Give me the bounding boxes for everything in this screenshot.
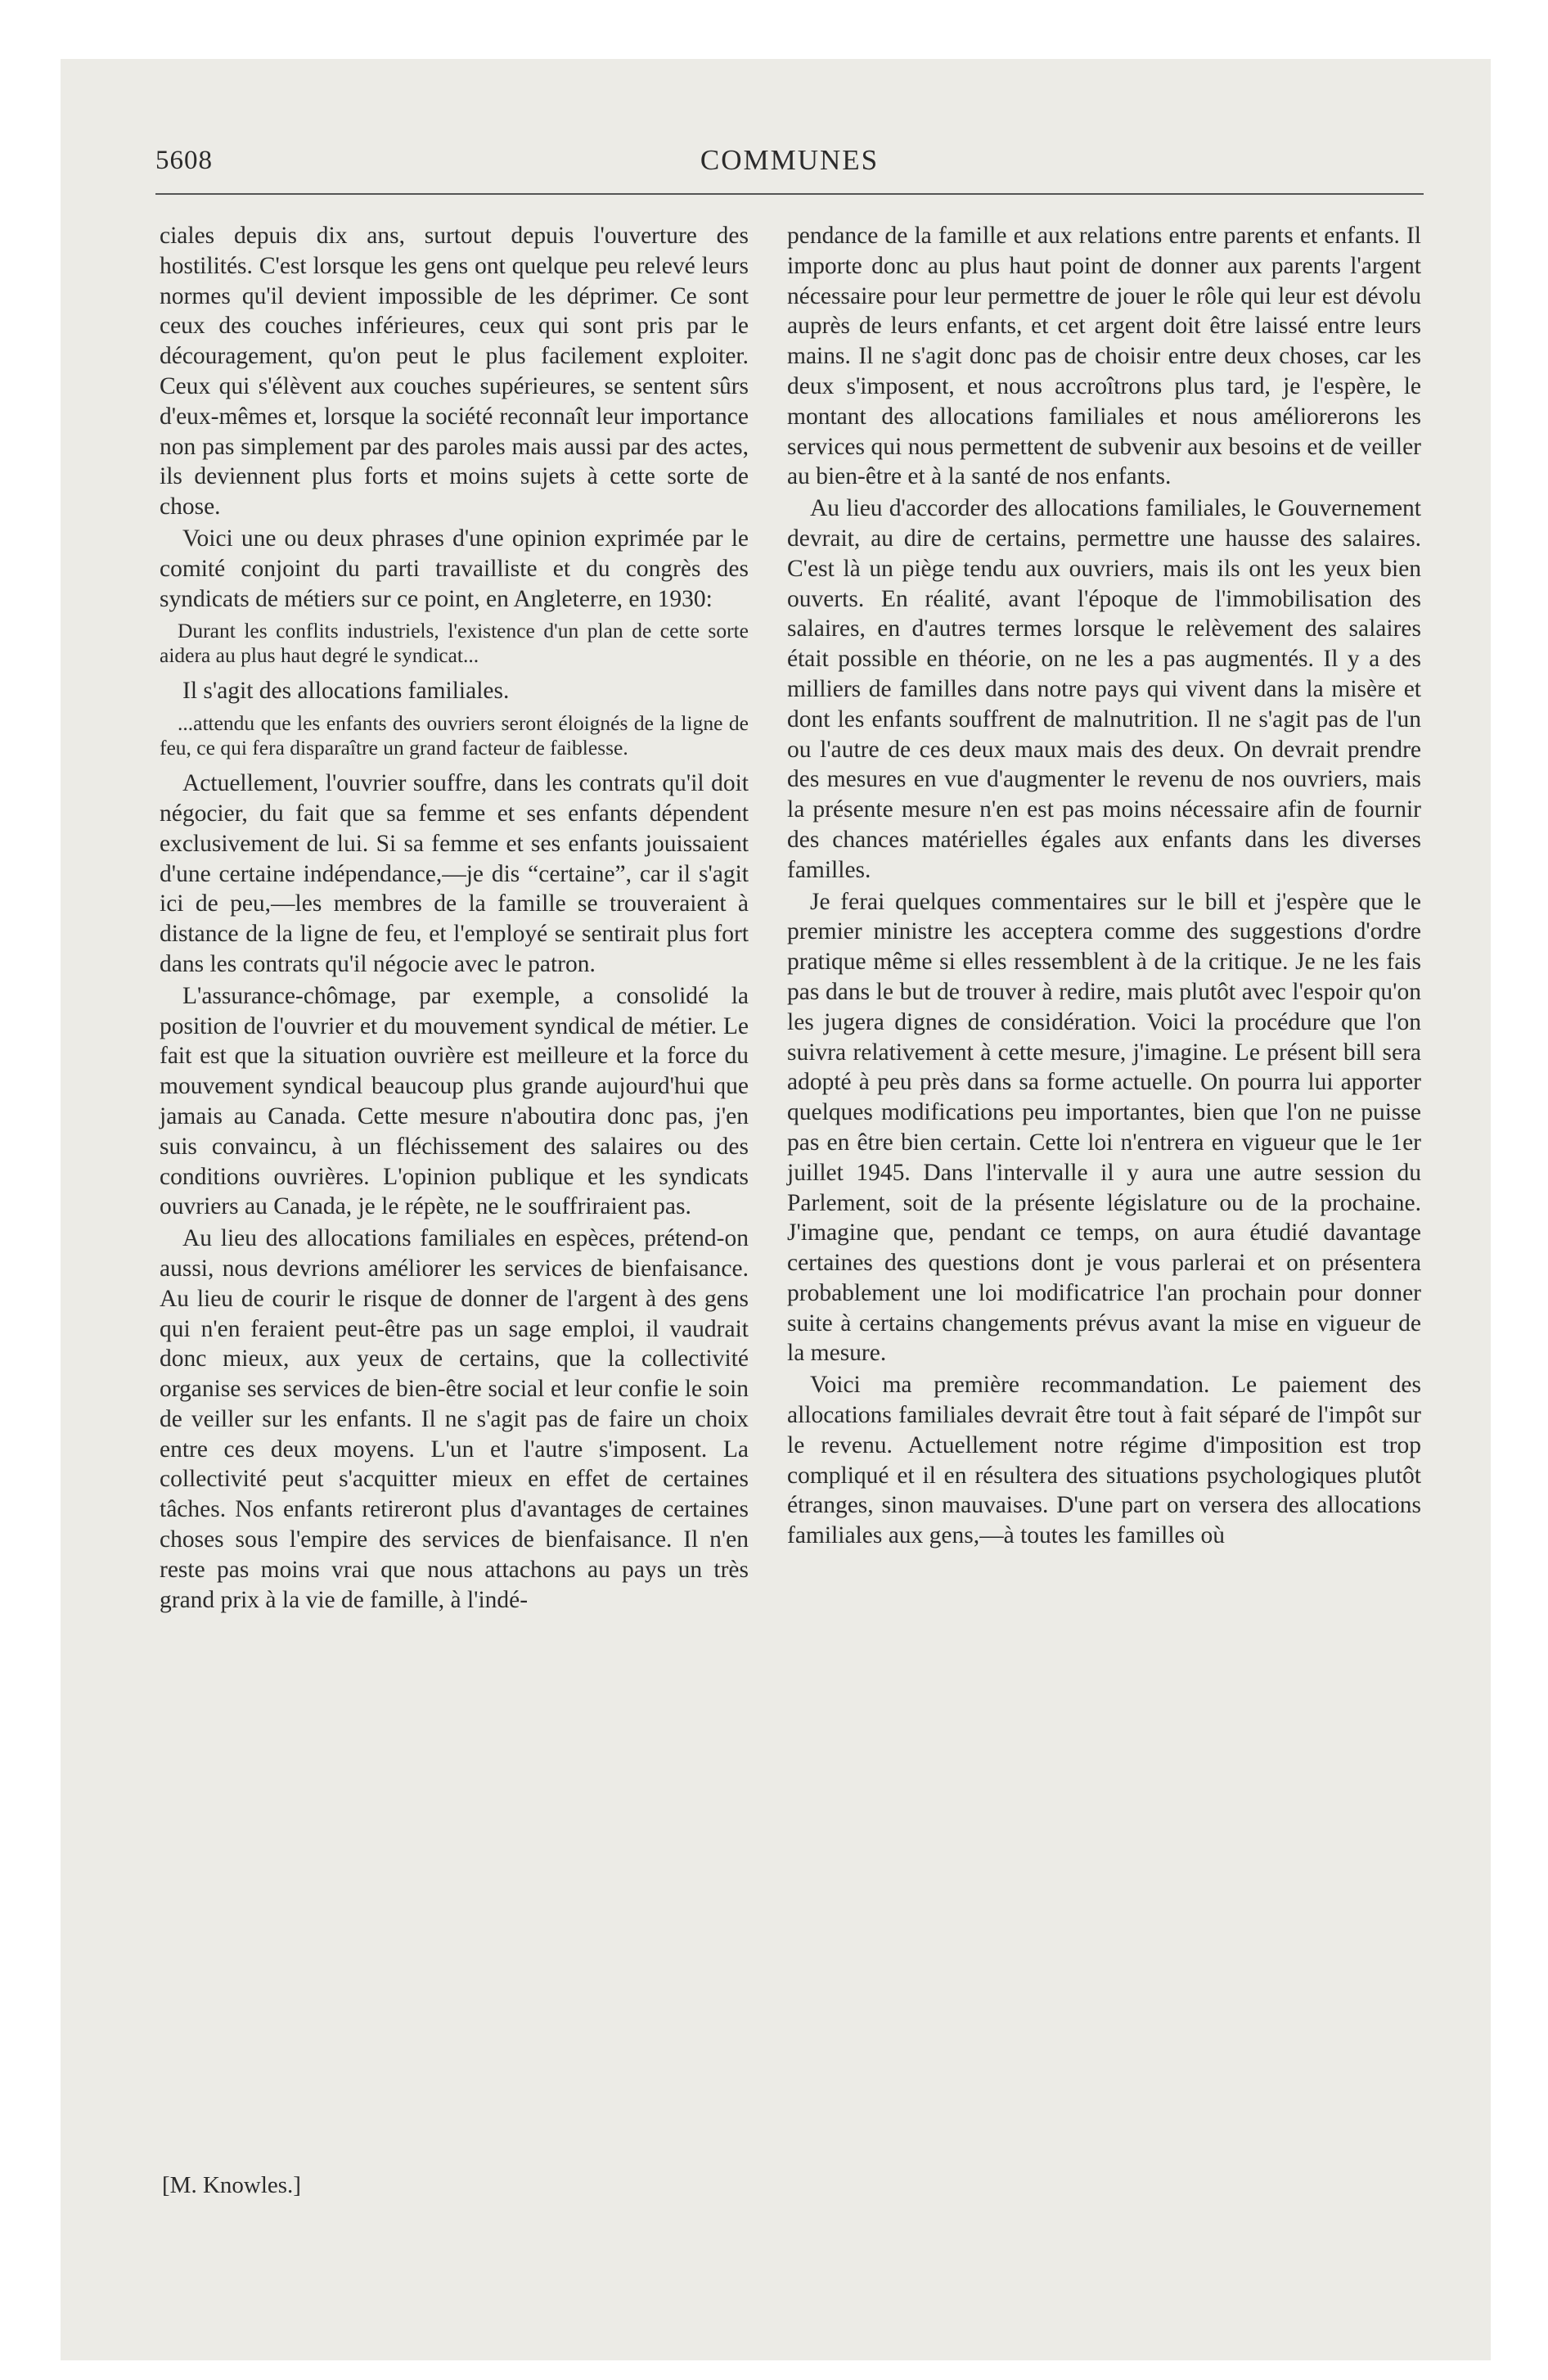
header-rule [155,193,1424,195]
paragraph: ciales depuis dix ans, surtout depuis l'ouverture des hostilités. C'est lorsque les gens ont quelque peu relevé leurs normes qu'il devient impossible de les déprimer. Ce sont ceux des couches inférieures, ceux qui sont pris par le découragement, qu'on peut le plus facilement exploiter. Ceux qui s'élèvent aux couches supérieures, se sentent sûrs d'eux-mêmes et, lorsque la société reconnaît leur importance non pas simplement par des paroles mais aussi par des actes, ils deviennent plus forts et moins sujets à cette sorte de chose. [160,223,749,521]
quotation: Durant les conflits industriels, l'existence d'un plan de cette sorte aidera au plus haut degré le syndicat... [160,619,749,668]
paragraph: pendance de la famille et aux relations entre parents et enfants. Il importe donc au plus haut point de donner aux parents l'argent nécessaire pour leur permettre de jouer le rôle qui leur est dévolu auprès de leurs enfants, et cet argent doit être laissé entre leurs mains. Il ne s'agit donc pas de choisir entre deux choses, car les deux s'imposent, et nous accroîtrons plus tard, je l'espère, le montant des allocations familiales et nous améliorerons les services qui nous permettent de subvenir aux besoins et de veiller au bien-être et à la santé de nos enfants. [787,223,1421,490]
page-number: 5608 [155,146,213,175]
paragraph: Je ferai quelques commentaires sur le bill et j'espère que le premier ministre les acceptera comme des suggestions d'ordre pratique même si elles ressemblent à de la critique. Je ne les fais pas dans le but de trouver à redire, mais plutôt avec l'espoir qu'on les jugera dignes de considération. Voici la procédure que l'on suivra relativement à cette mesure, j'imagine. Le présent bill sera adopté à peu près dans sa forme actuelle. On pourra lui apporter quelques modifications peu importantes, bien que l'on ne puisse pas en être bien certain. Cette loi n'entrera en vigueur que le 1er juillet 1945. Dans l'intervalle il y aura une autre session du Parlement, soit de la présente législature ou de la prochaine. J'imagine que, pendant ce temps, on aura étudié davantage certaines des questions dont je vous parlerai et on présentera probablement une loi modificatrice l'an prochain pour donner suite à certains changements prévus avant la mise en vigueur de la mesure. [787,888,1421,1367]
paragraph: Il s'agit des allocations familiales. [182,678,510,705]
paragraph: Voici ma première recommandation. Le paiement des allocations familiales devrait être tout à fait séparé de l'impôt sur le revenu. Actuellement notre régime d'imposition est trop compliqué et il en résultera des situations psychologiques plutôt étranges, sinon mauvaises. D'une part on versera des allocations familiales aux gens,—à toutes les familles où [787,1372,1421,1549]
paragraph: Voici une ou deux phrases d'une opinion exprimée par le comité conjoint du parti travailliste et du congrès des syndicats de métiers sur ce point, en Angleterre, en 1930: [160,525,749,612]
page-header [155,146,1424,187]
quotation: ...attendu que les enfants des ouvriers seront éloignés de la ligne de feu, ce qui fera disparaître un grand facteur de faiblesse. [160,711,749,760]
left-column [160,221,749,1615]
speaker-attribution: [M. Knowles.] [162,2172,301,2198]
paragraph: Au lieu des allocations familiales en espèces, prétend-on aussi, nous devrions améliorer les services de bienfaisance. Au lieu de courir le risque de donner de l'argent à des gens qui n'en feraient peut-être pas un sage emploi, il vaudrait donc mieux, aux yeux de certains, que la collectivité organise ses services de bien-être social et leur confie le soin de veiller sur les enfants. Il ne s'agit pas de faire un choix entre ces deux moyens. L'un et l'autre s'imposent. La collectivité peut s'acquitter mieux en effet de certaines tâches. Nos enfants retireront plus d'avantages de certaines choses sous l'empire des services de bienfaisance. Il n'en reste pas moins vrai que nous attachons au pays un très grand prix à la vie de famille, à l'indé- [160,1225,749,1613]
paragraph: Au lieu d'accorder des allocations familiales, le Gouvernement devrait, au dire de certains, permettre une hausse des salaires. C'est là un piège tendu aux ouvriers, mais ils ont les yeux bien ouverts. En réalité, avant l'époque de l'immobilisation des salaires, en d'autres termes lorsque le relèvement des salaires était possible en théorie, on ne les a pas augmentés. Il y a des milliers de familles dans notre pays qui vivent dans la misère et dont les enfants souffrent de malnutrition. Il ne s'agit pas de l'un ou l'autre de ces deux maux mais des deux. On devrait prendre des mesures en vue d'augmenter le revenu de nos ouvriers, mais la présente mesure n'en est pas moins nécessaire afin de fournir des chances matérielles égales aux enfants dans les diverses familles. [787,495,1421,883]
paragraph: L'assurance-chômage, par exemple, a consolidé la position de l'ouvrier et du mouvement syndical de métier. Le fait est que la situation ouvrière est meilleure et la force du mouvement syndical beaucoup plus grande aujourd'hui que jamais au Canada. Cette mesure n'aboutira donc pas, j'en suis convaincu, à un fléchissement des salaires ou des conditions ouvrières. L'opinion publique et les syndicats ouvriers au Canada, je le répète, ne le souffriraient pas. [160,982,749,1220]
right-column [787,221,1421,1551]
running-head: COMMUNES [700,144,880,176]
paragraph: Actuellement, l'ouvrier souffre, dans les contrats qu'il doit négocier, du fait que sa femme et ses enfants dépendent exclusivement de lui. Si sa femme et ses enfants jouissaient d'une certaine indépendance,—je dis “certaine”, car il s'agit ici de peu,—les membres de la famille se trouveraient à distance de la ligne de feu, et l'employé se sentirait plus fort dans les contrats qu'il négocie avec le patron. [160,770,749,977]
